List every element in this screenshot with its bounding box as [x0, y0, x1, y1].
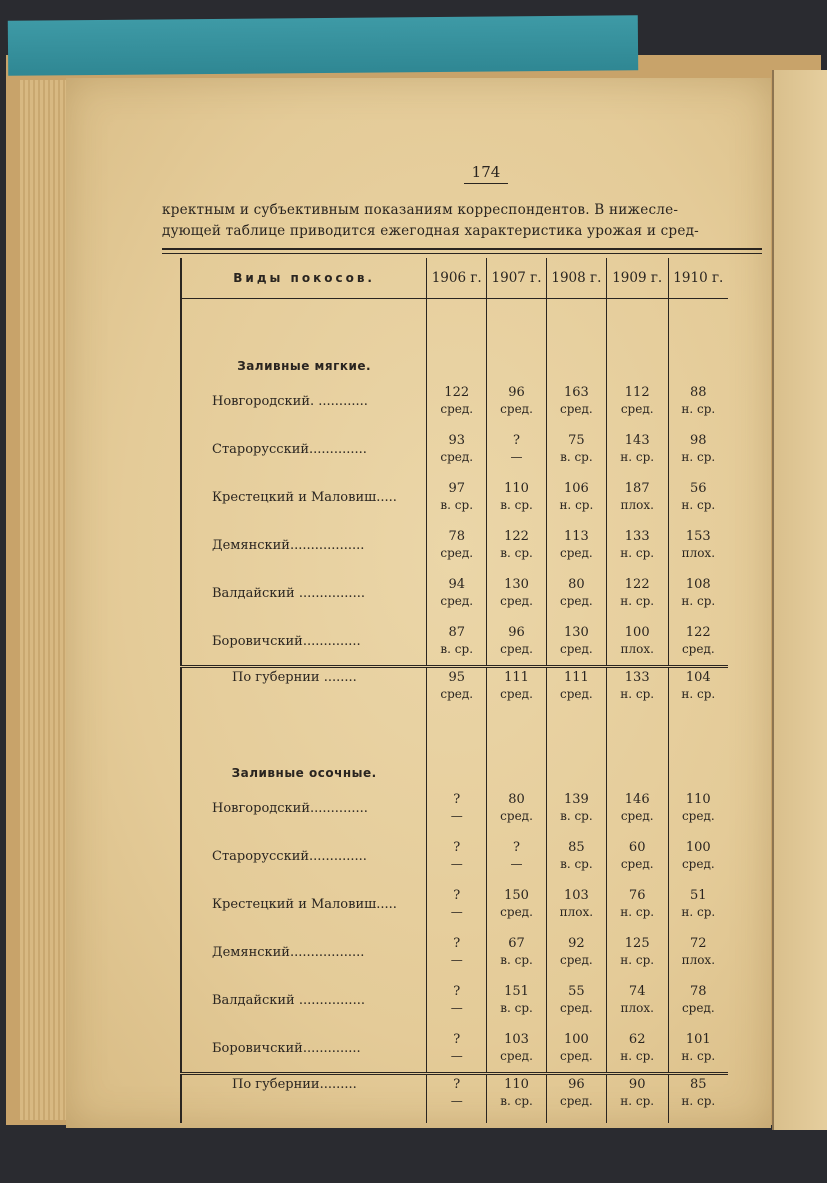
harvest-cell	[546, 377, 606, 425]
harvest-value: 101	[685, 1032, 711, 1047]
total-value: 110	[504, 1077, 529, 1092]
harvest-quality: сред.	[560, 402, 593, 416]
total-value: 90	[628, 1077, 646, 1092]
harvest-value: ?	[513, 840, 521, 855]
harvest-quality: —	[450, 1001, 463, 1015]
harvest-cell	[427, 832, 487, 880]
harvest-quality: сред.	[500, 402, 533, 416]
harvest-cell	[606, 617, 668, 667]
harvest-value: 62	[628, 1032, 646, 1047]
harvest-cell	[606, 377, 668, 425]
header-year: 1906 г.	[427, 258, 487, 299]
harvest-cell	[546, 928, 606, 976]
harvest-value: 85	[568, 840, 585, 855]
harvest-quality: в. ср.	[500, 546, 533, 560]
total-label: По губернии ........	[181, 667, 427, 707]
harvest-quality: сред.	[500, 905, 533, 919]
harvest-value: ?	[453, 936, 461, 951]
harvest-quality: н. ср.	[620, 905, 655, 919]
harvest-value: 80	[508, 792, 525, 807]
total-quality: н. ср.	[620, 687, 655, 701]
harvest-quality: —	[450, 1049, 463, 1063]
empty-cell	[546, 706, 606, 784]
harvest-quality: н. ср.	[620, 450, 655, 464]
header-year: 1908 г.	[546, 258, 606, 299]
harvest-quality: —	[510, 857, 523, 871]
harvest-cell	[606, 569, 668, 617]
harvest-cell	[487, 1024, 547, 1074]
harvest-value: 133	[624, 529, 650, 544]
total-quality: сред.	[500, 687, 533, 701]
harvest-value: 122	[444, 385, 470, 400]
total-value: 95	[448, 670, 465, 685]
harvest-cell	[668, 880, 728, 928]
harvest-cell	[487, 377, 547, 425]
harvest-quality: сред.	[440, 402, 474, 416]
harvest-table	[180, 258, 728, 1123]
harvest-cell	[606, 473, 668, 521]
harvest-cell	[427, 784, 487, 832]
header-year: 1910 г.	[668, 258, 728, 299]
harvest-value: 94	[448, 577, 465, 592]
harvest-value: 143	[624, 433, 650, 448]
district-name: Боровичский..............	[181, 617, 427, 667]
empty-cell	[606, 706, 668, 784]
harvest-cell	[546, 473, 606, 521]
harvest-value: 139	[563, 792, 589, 807]
harvest-value: 75	[568, 433, 585, 448]
harvest-cell	[668, 832, 728, 880]
harvest-quality: сред.	[560, 1049, 593, 1063]
section-soft-meadows	[181, 299, 728, 707]
harvest-quality: н. ср.	[681, 450, 716, 464]
harvest-cell	[487, 928, 547, 976]
harvest-cell	[427, 521, 487, 569]
total-value: 111	[504, 670, 529, 685]
harvest-quality: н. ср.	[620, 594, 655, 608]
harvest-value: 122	[685, 625, 711, 640]
harvest-quality: плох.	[620, 1001, 654, 1015]
total-cell	[546, 667, 606, 707]
total-quality: —	[450, 1094, 463, 1108]
harvest-cell	[668, 377, 728, 425]
empty-cell	[487, 299, 547, 378]
harvest-quality: плох.	[559, 905, 594, 919]
total-cell	[546, 1074, 606, 1124]
harvest-cell	[546, 521, 606, 569]
harvest-quality: н. ср.	[620, 953, 655, 967]
harvest-cell	[487, 521, 547, 569]
empty-cell	[427, 706, 487, 784]
harvest-cell	[668, 617, 728, 667]
harvest-value: 51	[690, 888, 707, 903]
district-name: Старорусский..............	[181, 832, 427, 880]
harvest-quality: плох.	[620, 642, 654, 656]
harvest-value: 60	[628, 840, 646, 855]
harvest-cell	[427, 377, 487, 425]
section-title-row	[181, 299, 728, 378]
harvest-quality: н. ср.	[681, 402, 716, 416]
district-name: Крестецкий и Маловиш.....	[181, 880, 427, 928]
harvest-quality: —	[450, 905, 463, 919]
harvest-quality: сред.	[440, 546, 474, 560]
harvest-value: 113	[563, 529, 589, 544]
total-quality: н. ср.	[681, 1094, 716, 1108]
total-cell	[668, 1074, 728, 1124]
harvest-value: 88	[690, 385, 707, 400]
harvest-cell	[546, 569, 606, 617]
harvest-value: 93	[448, 433, 465, 448]
harvest-quality: в. ср.	[560, 809, 593, 823]
harvest-cell	[427, 473, 487, 521]
harvest-value: 56	[690, 481, 707, 496]
page-number: 174	[471, 163, 501, 181]
district-name: Новгородский. ............	[181, 377, 427, 425]
total-quality: сред.	[560, 1094, 593, 1108]
district-name: Новгородский..............	[181, 784, 427, 832]
table-header-row	[181, 258, 728, 299]
harvest-value: ?	[453, 792, 461, 807]
total-quality: н. ср.	[681, 687, 716, 701]
harvest-value: ?	[453, 840, 461, 855]
harvest-value: 100	[563, 1032, 589, 1047]
harvest-quality: сред.	[500, 1049, 533, 1063]
table-row	[181, 569, 728, 617]
table-row	[181, 880, 728, 928]
harvest-quality: сред.	[560, 953, 593, 967]
harvest-cell	[546, 425, 606, 473]
harvest-value: 78	[448, 529, 465, 544]
harvest-cell	[487, 473, 547, 521]
harvest-quality: н. ср.	[681, 905, 716, 919]
harvest-value: 74	[628, 984, 646, 999]
total-value: 96	[568, 1077, 585, 1092]
total-value: 133	[624, 670, 650, 685]
harvest-quality: сред.	[620, 809, 654, 823]
harvest-value: 110	[504, 481, 529, 496]
harvest-value: 122	[624, 577, 650, 592]
harvest-cell	[606, 1024, 668, 1074]
district-name: Валдайский ................	[181, 569, 427, 617]
harvest-quality: —	[450, 809, 463, 823]
district-name: Боровичский..............	[181, 1024, 427, 1074]
harvest-quality: в. ср.	[500, 953, 533, 967]
harvest-cell	[668, 1024, 728, 1074]
harvest-cell	[668, 473, 728, 521]
harvest-quality: н. ср.	[620, 1049, 655, 1063]
harvest-cell	[487, 425, 547, 473]
harvest-cell	[427, 1024, 487, 1074]
harvest-value: 78	[690, 984, 707, 999]
harvest-quality: в. ср.	[440, 642, 474, 656]
total-cell	[487, 1074, 547, 1124]
harvest-value: ?	[453, 1032, 461, 1047]
harvest-cell	[546, 617, 606, 667]
harvest-value: 150	[504, 888, 529, 903]
harvest-value: 92	[568, 936, 585, 951]
harvest-cell	[668, 425, 728, 473]
header-year: 1909 г.	[606, 258, 668, 299]
empty-cell	[427, 299, 487, 378]
harvest-value: 110	[685, 792, 711, 807]
harvest-value: 130	[563, 625, 589, 640]
total-value: ?	[453, 1077, 461, 1092]
header-kind: Виды покосов.	[181, 258, 427, 299]
harvest-value: 130	[504, 577, 529, 592]
harvest-quality: сред.	[560, 594, 593, 608]
table-row	[181, 976, 728, 1024]
book-page	[66, 78, 771, 1128]
table-row	[181, 425, 728, 473]
table-row	[181, 928, 728, 976]
intro-line-1: кректным и субъективным показаниям корреспондентов. В нижесле-	[162, 202, 679, 218]
harvest-cell	[668, 569, 728, 617]
harvest-quality: —	[510, 450, 523, 464]
harvest-quality: н. ср.	[681, 594, 716, 608]
empty-cell	[546, 299, 606, 378]
section-sedge-meadows	[181, 706, 728, 1123]
total-cell	[606, 1074, 668, 1124]
table-row	[181, 1024, 728, 1074]
harvest-quality: сред.	[560, 642, 593, 656]
harvest-cell	[427, 880, 487, 928]
empty-cell	[606, 299, 668, 378]
section-title-row	[181, 706, 728, 784]
harvest-value: 76	[628, 888, 646, 903]
harvest-quality: в. ср.	[440, 498, 474, 512]
harvest-value: 55	[568, 984, 585, 999]
harvest-cell	[546, 832, 606, 880]
intro-text	[162, 200, 762, 242]
harvest-cell	[668, 784, 728, 832]
harvest-cell	[487, 569, 547, 617]
harvest-quality: плох.	[681, 546, 716, 560]
harvest-cell	[546, 1024, 606, 1074]
harvest-cell	[487, 617, 547, 667]
harvest-value: 87	[448, 625, 465, 640]
harvest-cell	[606, 521, 668, 569]
harvest-cell	[606, 928, 668, 976]
total-value: 85	[690, 1077, 707, 1092]
harvest-cell	[487, 832, 547, 880]
total-cell	[427, 667, 487, 707]
harvest-quality: —	[450, 953, 463, 967]
harvest-value: 108	[685, 577, 711, 592]
harvest-quality: сред.	[620, 402, 654, 416]
table-row	[181, 521, 728, 569]
total-quality: сред.	[560, 687, 593, 701]
harvest-cell	[487, 880, 547, 928]
total-row	[181, 1074, 728, 1124]
harvest-value: 146	[624, 792, 650, 807]
harvest-quality: сред.	[560, 546, 593, 560]
table-top-rule-thin	[162, 253, 762, 254]
harvest-quality: сред.	[681, 809, 715, 823]
harvest-cell	[427, 928, 487, 976]
table-row	[181, 832, 728, 880]
harvest-quality: плох.	[620, 498, 654, 512]
harvest-value: ?	[453, 984, 461, 999]
harvest-value: 125	[624, 936, 650, 951]
harvest-value: ?	[513, 433, 521, 448]
page-number-rule	[464, 183, 508, 184]
empty-cell	[668, 299, 728, 378]
empty-cell	[487, 706, 547, 784]
district-name: Демянский..................	[181, 521, 427, 569]
table-top-rule	[162, 248, 762, 250]
harvest-quality: в. ср.	[560, 450, 593, 464]
total-quality: в. ср.	[500, 1094, 533, 1108]
harvest-cell	[606, 425, 668, 473]
table-row	[181, 473, 728, 521]
harvest-value: 96	[508, 625, 525, 640]
total-label: По губернии.........	[181, 1074, 427, 1124]
harvest-value: 106	[563, 481, 589, 496]
district-name: Крестецкий и Маловиш.....	[181, 473, 427, 521]
harvest-quality: сред.	[681, 1001, 715, 1015]
harvest-value: 103	[504, 1032, 529, 1047]
harvest-cell	[427, 425, 487, 473]
empty-cell	[668, 706, 728, 784]
district-name: Демянский..................	[181, 928, 427, 976]
total-cell	[487, 667, 547, 707]
harvest-cell	[546, 784, 606, 832]
harvest-cell	[487, 784, 547, 832]
total-cell	[427, 1074, 487, 1124]
district-name: Старорусский..............	[181, 425, 427, 473]
harvest-quality: сред.	[560, 1001, 593, 1015]
harvest-quality: в. ср.	[560, 857, 593, 871]
harvest-cell	[606, 832, 668, 880]
harvest-value: 163	[563, 385, 589, 400]
harvest-quality: н. ср.	[681, 1049, 716, 1063]
harvest-quality: сред.	[681, 642, 715, 656]
harvest-quality: сред.	[500, 594, 533, 608]
harvest-cell	[427, 617, 487, 667]
total-value: 111	[563, 670, 589, 685]
harvest-value: 96	[508, 385, 525, 400]
harvest-quality: в. ср.	[500, 498, 533, 512]
harvest-cell	[668, 976, 728, 1024]
harvest-quality: сред.	[440, 450, 474, 464]
harvest-cell	[606, 880, 668, 928]
harvest-cell	[427, 976, 487, 1024]
harvest-value: 112	[624, 385, 650, 400]
facing-page-edge	[772, 70, 827, 1130]
harvest-cell	[668, 928, 728, 976]
harvest-cell	[546, 976, 606, 1024]
harvest-quality: в. ср.	[500, 1001, 533, 1015]
table-row	[181, 617, 728, 667]
harvest-quality: н. ср.	[681, 498, 716, 512]
harvest-value: 100	[624, 625, 650, 640]
book-cover-edge	[8, 15, 638, 75]
harvest-value: 98	[690, 433, 707, 448]
harvest-value: 72	[690, 936, 707, 951]
harvest-value: 103	[563, 888, 589, 903]
harvest-quality: сред.	[681, 857, 715, 871]
harvest-cell	[546, 880, 606, 928]
total-cell	[606, 667, 668, 707]
harvest-value: ?	[453, 888, 461, 903]
intro-line-2: дующей таблице приводится ежегодная характеристика урожая и сред-	[162, 223, 699, 239]
total-cell	[668, 667, 728, 707]
harvest-quality: сред.	[500, 642, 533, 656]
harvest-value: 100	[685, 840, 711, 855]
table-row	[181, 784, 728, 832]
harvest-value: 122	[504, 529, 529, 544]
harvest-quality: н. ср.	[620, 546, 655, 560]
harvest-quality: сред.	[500, 809, 533, 823]
harvest-quality: сред.	[440, 594, 474, 608]
total-value: 104	[685, 670, 711, 685]
total-row	[181, 667, 728, 707]
harvest-quality: н. ср.	[559, 498, 594, 512]
total-quality: н. ср.	[620, 1094, 655, 1108]
harvest-cell	[606, 976, 668, 1024]
harvest-value: 153	[685, 529, 711, 544]
total-quality: сред.	[440, 687, 474, 701]
harvest-value: 97	[448, 481, 465, 496]
harvest-cell	[487, 976, 547, 1024]
harvest-cell	[606, 784, 668, 832]
section-title: Заливные осочные.	[181, 706, 427, 784]
harvest-value: 80	[568, 577, 585, 592]
harvest-value: 151	[504, 984, 529, 999]
harvest-quality: —	[450, 857, 463, 871]
harvest-value: 67	[508, 936, 525, 951]
district-name: Валдайский ................	[181, 976, 427, 1024]
harvest-cell	[427, 569, 487, 617]
harvest-value: 187	[624, 481, 650, 496]
harvest-quality: сред.	[620, 857, 654, 871]
table-row	[181, 377, 728, 425]
header-year: 1907 г.	[487, 258, 547, 299]
section-title: Заливные мягкие.	[181, 299, 427, 378]
harvest-cell	[668, 521, 728, 569]
harvest-quality: плох.	[681, 953, 716, 967]
